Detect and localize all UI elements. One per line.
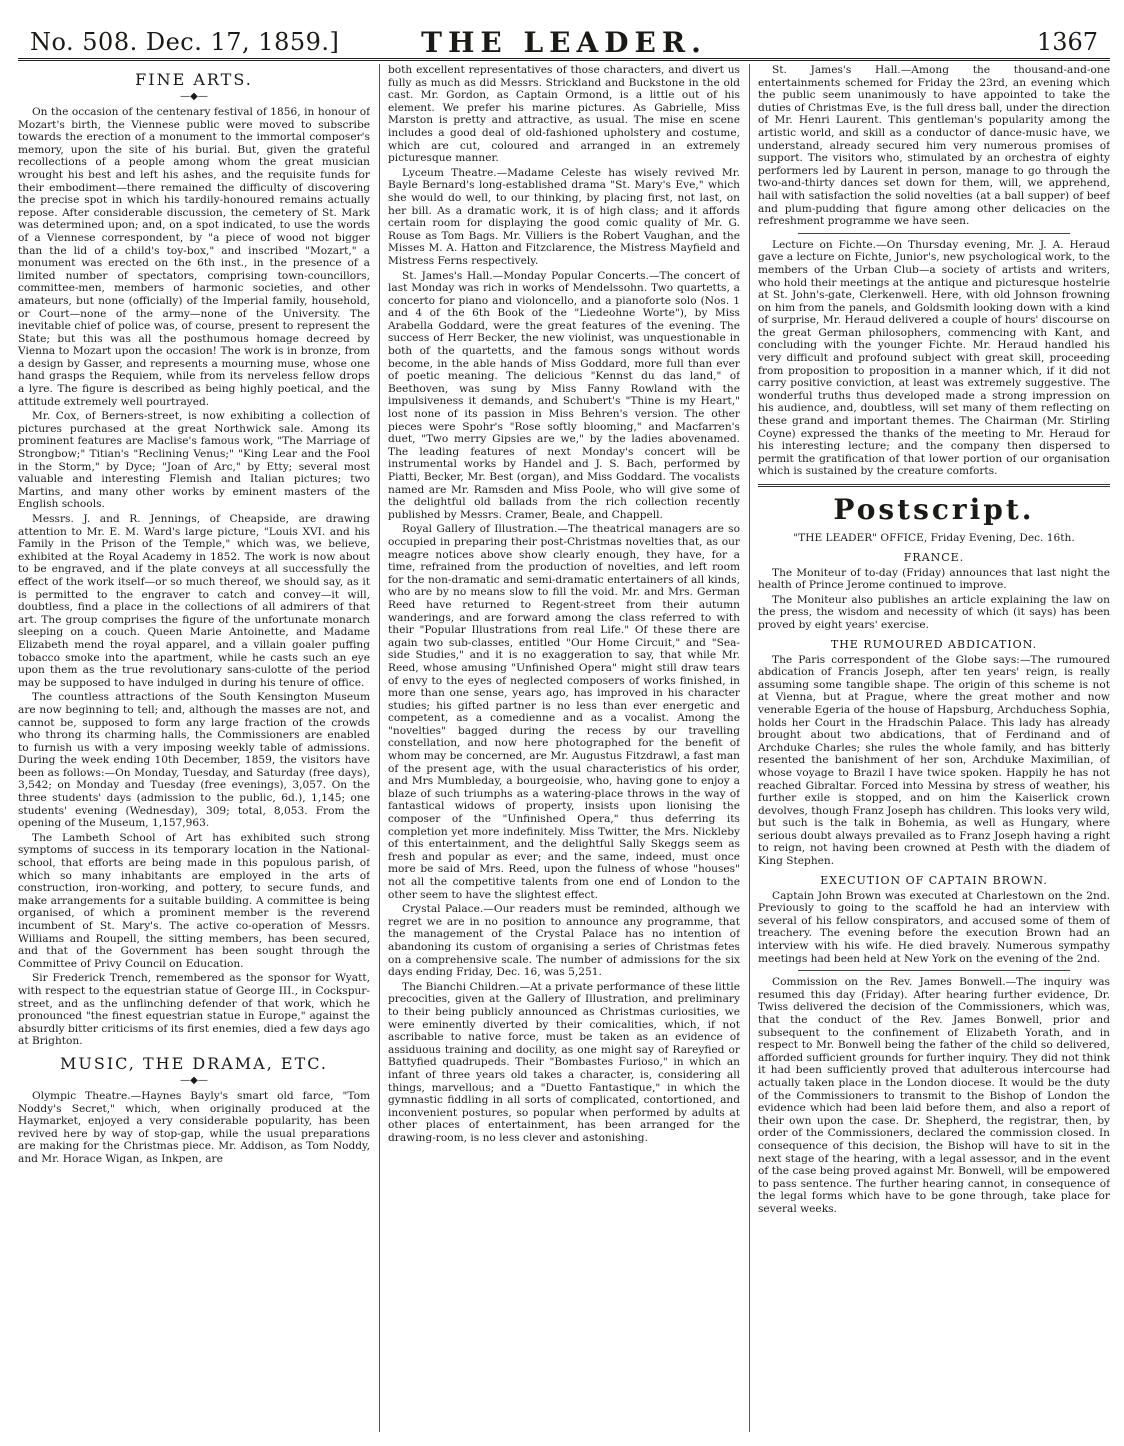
article-paragraph: Royal Gallery of Illustration.—The theatrical managers are so occupied in preparing their post-Christmas novelties that, as our meagre notices above show clearly enough, they have, for a time, refrained from the production of novelties, and left room for the non-dramatic and semi-dramatic entertainers of all kinds, who are by no means slow to fill the void. Mr. and Mrs. German Reed have returned to Regent-street from their autumn wanderings, and are forward among the class referred to with their "Popular Illustrations from real Life." Of these there are again two sub-classes, entitled "Our Home Circuit," and "Sea-side Studies," and it is no exaggeration to say, that while Mr. Reed, whose amusing "Unfinished Opera" might still draw tears of envy to the eyes of neglected composers of works finished, in more than one sense, years ago, has improved in his character studies; his gifted partner is no less than ever energetic and competent, as a comedienne and as a vocalist. Among the "novelties" bagged during the recess by our travelling constellation, and now here photographed for the benefit of whom may be concerned, are Mr. Augustus Fitzdrawl, a fast man of the present age, with the usual characteristics of his order, and Mrs Mumbleday, a bourgeoisie, who, having gone to enjoy a blaze of such triumphs as a watering-place throws in the way of fantastical widows of property, insists upon lionising the composer of the "Unfinished Opera," thus deferring its completion yet more indefinitely. Miss Twitter, the Mrs. Nickleby of this entertainment, and the delightful Sally Skeggs seem as fresh and popular as ever; and the same, indeed, must once more be said of Mrs. Reed, upon the fulness of whose "houses" not all the competitive talents from one end of London to the other seem to have the slightest effect. (388, 523, 740, 901)
article-paragraph: The countless attractions of the South Kensington Museum are now beginning to tell; and, although the masses are not, and cannot be, supposed to form any large fraction of the crowds who throng its charming halls, the Commissioners are enabled to furnish us with a very imposing weekly table of admissions. During the week ending 10th December, 1859, the visitors have been as follows:—On Monday, Tuesday, and Saturday (free days), 3,542; on Monday and Tuesday (free evenings), 3,057. On the three students' days (admission to the public, 6d.), 1,145; one students' evening (Wednesday), 309; total, 8,053. From the opening of the Museum, 1,157,963. (18, 691, 370, 830)
office-line: "THE LEADER" OFFICE, Friday Evening, Dec. 16th. (793, 532, 1075, 544)
newspaper-page (18, 18, 1110, 1432)
article-paragraph: Captain John Brown was executed at Charlestown on the 2nd. Previously to going to the scaffold he had an interview with several of his fellow conspirators, and accused some of them of treachery. The evening before the execution Brown had an interview with his wife. He died bravely. Numerous sympathy meetings had been held at New York on the evening of the 2nd. (758, 889, 1110, 965)
section-heading-france: FRANCE. (903, 550, 965, 564)
ornament-icon: —◆— (180, 91, 208, 102)
ornament-icon: —◆— (180, 1074, 208, 1086)
article-paragraph: The Bianchi Children.—At a private performance of these little precocities, given at the Gallery of Illustration, and preliminary to their being publicly announced as Christmas curiosities, we were eminently diverted by their comicalities, which, if not ascribable to native force, must be taken as an evidence of assiduous training and docility, as one might say of Rareyfied or Battyfied quadrupeds. Their "Bombastes Furioso," in which an infant of three years old takes a character, is, considering all things, marvellous; and a "Duetto Fantastique," in which the gymnastic fiddling in all sorts of complicated, contortioned, and inconvenient postures, so popular when performed by adults at other places of entertainment, has been arranged for the drawing-room, is no less clever and astonishing. (388, 980, 740, 1144)
section-heading-execution: EXECUTION OF CAPTAIN BROWN. (820, 873, 1048, 887)
article-paragraph: Olympic Theatre.—Haynes Bayly's smart old farce, "Tom Noddy's Secret," which, when originally produced at the Haymarket, enjoyed a very considerable popularity, has been revived here by way of stop-gap, while the usual preparations are making for the Christmas piece. Mr. Addison, as Tom Noddy, and Mr. Horace Wigan, as Inkpen, are (18, 1089, 370, 1165)
article-paragraph: The Lambeth School of Art has exhibited such strong symptoms of success in its temporary location in the National-school, that efforts are being made in this populous parish, of which so many inhabitants are employed in the arts of construction, iron-working, and pottery, to secure funds, and make arrangements for a suitable building. A committee is being organised, of which a prominent member is the reverend incumbent of St. Mary's. The active co-operation of Messrs. Williams and Roupell, the sitting members, has been secured, and that of the Government has been sought through the Committee of Privy Council on Education. (18, 831, 370, 970)
divider (758, 484, 1110, 487)
column-rule (379, 64, 380, 1432)
article-paragraph: St. James's Hall.—Among the thousand-and-one entertainments schemed for Friday the 23rd, an evening which the public seem unanimously to have appointed to take the duties of Christmas Eve, is the full dress ball, under the direction of Mr. Henri Laurent. This gentleman's popularity among the artistic world, and skill as a conductor of dance-music have, we understand, already secured him very numerous promises of support. The visitors who, stimulated by an orchestra of eighty performers led by Laurent in person, manage to go through the two-and-thirty dances set down for them, will, we apprehend, hail with satisfaction the solid novelties (at a ball supper) of beef and plum-pudding that figure among other delicacies on the refreshment programme we have seen. (758, 64, 1110, 228)
article-paragraph: Mr. Cox, of Berners-street, is now exhibiting a collection of pictures purchased at the great Northwick sale. Among its prominent features are Maclise's famous work, "The Marriage of Strongbow;" Titian's "Reclining Venus;" "King Lear and the Fool in the Storm," by Dyce; "Joan of Arc," by Etty; several most valuable and interesting Flemish and Italian pictures; two Martins, and many other works by eminent masters of the English schools. (18, 410, 370, 511)
article-paragraph: Messrs. J. and R. Jennings, of Cheapside, are drawing attention to Mr. E. M. Ward's large picture, "Louis XVI. and his Family in the Prison of the Temple," which was, we believe, exhibited at the Royal Academy in 1852. The work is now about to be engraved, and if the plate conveys at all successfully the effect of the work itself—or so much thereof, we should say, as it is permitted to the engraver to catch and convey—it will, doubtless, find a place in the collections of all admirers of that art. The group comprises the figure of the unfortunate monarch sleeping on a couch. Queen Marie Antoinette, and Madame Elizabeth mend the royal apparel, and a villain goaler puffing tobacco smoke into the apartment, while he casts such an eye upon them as the true revolutionary sans-culotte of the period may be supposed to have indulged in during his tenure of office. (18, 513, 370, 689)
article-paragraph: The Paris correspondent of the Globe says:—The rumoured abdication of Francis Joseph, after ten years' reign, is really assuming some tangible shape. The origin of this scheme is not at Vienna, but at Prague, where the great mother and now venerable Egeria of the house of Hapsburg, Archduchess Sophia, holds her Court in the Hradschin Palace. This lady has already brought about two abdications, that of Ferdinand and of Archduke Charles; she rules the whole family, and has bitterly resented the banishment of her son, Archduke Maximilian, of whose voyage to Brazil I have twice spoken. Happily he has not reached Gibraltar. Forced into Messina by stress of weather, his further exile is stopped, and on him the Kaiserlick crown devolves, though Franz Joseph has children. This looks very wild, but such is the talk in Bohemia, as well as Hungary, where serious doubt always prevailed as to Franz Joseph having a right to reign, not having been crowned at Pesth with the diadem of King Stephen. (758, 653, 1110, 868)
article-paragraph: Crystal Palace.—Our readers must be reminded, although we regret we are in no position to announce any programme, that the management of the Crystal Palace has no intention of abandoning its custom of organising a series of Christmas fetes on a comprehensive scale. The number of admissions for the six days ending Friday, Dec. 16, was 5,251. (388, 903, 740, 979)
column-rule (749, 64, 750, 1432)
article-paragraph: Lecture on Fichte.—On Thursday evening, Mr. J. A. Heraud gave a lecture on Fichte, Junior's, new psychological work, to the members of the Urban Club—a society of artists and writers, who hold their meetings at the antique and picturesque hostelrie at St. John's-gate, Clerkenwell. Here, with old Johnson frowning on him from the panels, and Goldsmith looking down with a kind of surprise, Mr. Heraud delivered a couple of hours' discourse on the great German philosophers, commencing with Kant, and concluding with the younger Fichte. Mr. Heraud handled his very difficult and profound subject with great skill, proceeding from proposition to proposition in a manner which, if it did not carry positive conviction, at least was extremely suggestive. The wonderful truths thus developed made a strong impression on his audience, and, doubtless, will set many of them reflecting on these grand and important themes. The Chairman (Mr. Stirling Coyne) expressed the thanks of the meeting to Mr. Heraud for his interesting lecture; and the company then dispersed to permit the gratification of that lower portion of our organisation which is sustained by the creature comforts. (758, 238, 1110, 478)
article-paragraph: St. James's Hall.—Monday Popular Concerts.—The concert of last Monday was rich in works of Mendelssohn. Two quartetts, a concerto for piano and violoncello, and a pianoforte solo (Nos. 1 and 4 of the 6th Book of the "Liedeohne Worte"), by Miss Arabella Goddard, were the great features of the evening. The success of Herr Becker, the new violinist, was unquestionable in both of the quartetts, and the famous songs without words become, in the able hands of Miss Goddard, more full than ever of poetic meaning. The delicious "Kennst du das land," of Beethoven, was sung by Miss Fanny Rowland with the impulsiveness it demands, and Schubert's "Thine is my Heart," lost none of its passion in Miss Behren's version. The other pieces were Spohr's "Rose softly blooming," and Macfarren's duet, "Two merry Gipsies are we," by the ladies abovenamed. The leading features of next Monday's concert will be instrumental works by Handel and J. S. Bach, performed by Piatti, Becker, Mr. Best (organ), and Miss Goddard. The vocalists named are Mr. Ramsden and Miss Poole, who will give some of the delightful old ballads from the rich collection recently published by Messrs. Cramer, Beale, and Chappell. (388, 269, 740, 521)
columns (18, 64, 1110, 1432)
paper-title: THE LEADER. (421, 26, 707, 59)
article-paragraph: The Moniteur of to-day (Friday) announces that last night the health of Prince Jerome continued to improve. (758, 566, 1110, 592)
postscript-heading: Postscript. (833, 493, 1035, 526)
section-heading-abdication: THE RUMOURED ABDICATION. (830, 637, 1038, 651)
article-paragraph: Commission on the Rev. James Bonwell.—The inquiry was resumed this day (Friday). After hearing further evidence, Dr. Twiss delivered the decision of the Commissioners, which was, that the conduct of the Rev. James Bonwell, prior and subsequent to the confinement of Elizabeth Yorath, and in respect to Mr. Bonwell being the father of the child so delivered, afforded sufficient grounds for further inquiry. They did not think it had been sufficiently proved that adulterous intercourse had actually taken place in the London diocese. It would be the duty of the Commissioners to transmit to the Bishop of London the evidence which had been laid before them, and also a report of their own upon the case. Dr. Shepherd, the registrar, then, by order of the Commissioners, declared the commission closed. In consequence of this decision, the Bishop will have to sit in the next stage of the hearing, with a legal assessor, and in the event of the case being proved against Mr. Bonwell, will be empowered to pass sentence. The further hearing cannot, in consequence of the legal forms which have to be gone through, take place for several weeks. (758, 976, 1110, 1215)
article-paragraph: On the occasion of the centenary festival of 1856, in honour of Mozart's birth, the Viennese public were moved to subscribe towards the erection of a monument to the immortal composer's memory, upon the site of his burial. But, given the grateful recollections of a people among whom the great musician wrought his best and left his ashes, and the requisite funds for their embodiment—there remained the difficulty of discovering the precise spot in which his tardily-honoured remains actually repose. After considerable discussion, the cemetery of St. Mark was determined upon; and, on a spot indicated, to use the words of a Viennese correspondent, by "a piece of wood not bigger than the lid of a child's toy-box," and inscribed "Mozart," a monument was erected on the 6th inst., in the presence of a limited number of spectators, comprising town-councillors, committee-men, members of harmonic societies, and other amateurs, but none (officially) of the Imperial family, household, or Court—none of the army—none of the University. The inevitable chief of police was, of course, present to represent the State; but this was all the posthumous homage decreed by Vienna to Mozart upon the occasion! The work is in bronze, from a design by Gasser, and represents a mourning muse, whose one hand grasps the Requiem, while from its nerveless fellow drops a lyre. The figure is described as being highly poetical, and the attitude extremely well pourtrayed. (18, 106, 370, 408)
article-paragraph: The Moniteur also publishes an article explaining the law on the press, the wisdom and necessity of which (it says) has been proved by eight years' exercise. (758, 593, 1110, 631)
masthead (18, 18, 1110, 61)
column-2 (388, 64, 740, 1432)
divider (798, 233, 1070, 234)
article-paragraph: Sir Frederick Trench, remembered as the sponsor for Wyatt, with respect to the equestrian statue of George III., in Cockspur-street, and as the unflinching defender of that work, which he pronounced "the finest equestrian statue in Europe," against the absurdly bitter criticisms of its first enemies, died a few days ago at Brighton. (18, 972, 370, 1048)
issue-date: No. 508. Dec. 17, 1859.] (30, 28, 340, 56)
section-heading-fine-arts: FINE ARTS. (135, 70, 253, 89)
section-heading-music: MUSIC, THE DRAMA, ETC. (59, 1053, 329, 1073)
column-1 (18, 64, 370, 1432)
page-number: 1367 (1036, 28, 1098, 56)
article-paragraph: Lyceum Theatre.—Madame Celeste has wisely revived Mr. Bayle Bernard's long-established drama "St. Mary's Eve," which she would do well, to our thinking, by placing first, not last, on her bill. As a dramatic work, it is of high class; and it affords certain room for displaying the good comic quality of Mr. G. Rouse as Tom Bags. Mr. Villiers is the Robert Vaughan, and the Misses M. A. Hatton and Fitzclarence, the Mistress Mayfield and Mistress Ferns respectively. (388, 166, 740, 267)
column-3 (758, 64, 1110, 1432)
divider (798, 970, 1070, 971)
article-paragraph: both excellent representatives of those characters, and divert us fully as much as did Messrs. Strickland and Buckstone in the old cast. Mr. Gordon, as Captain Ormond, is a little out of his element. We prefer his marine pictures. As Gabrielle, Miss Marston is pretty and attractive, as usual. The mise en scene includes a good deal of old-fashioned upholstery and costume, which are cut, coloured and arranged in an extremely picturesque manner. (388, 64, 740, 165)
